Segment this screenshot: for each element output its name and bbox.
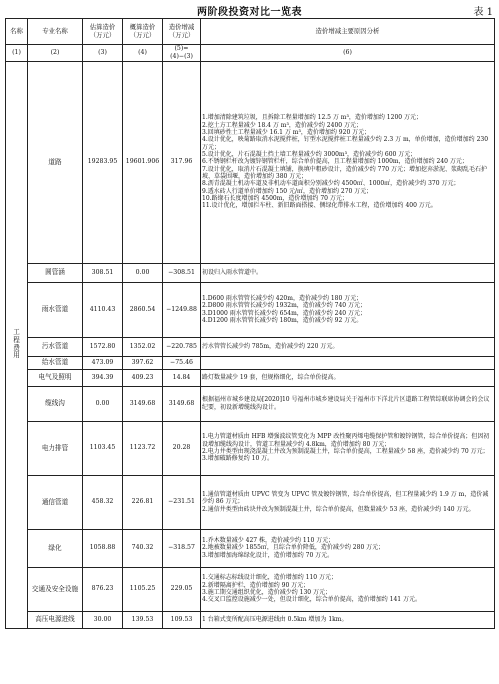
- reason-cell: [201, 356, 495, 369]
- estimate-cell: 4110.43: [83, 282, 123, 337]
- budget-cell: 226.81: [123, 475, 163, 529]
- budget-cell: 3149.68: [123, 386, 163, 421]
- estimate-cell: 458.32: [83, 475, 123, 529]
- index-cell: (5)=(4)−(3): [163, 45, 201, 62]
- specialty-cell: 污水管道: [28, 337, 83, 356]
- comparison-table: [5, 18, 495, 629]
- specialty-cell: 给水管道: [28, 356, 83, 369]
- index-cell: (1): [6, 45, 28, 62]
- reason-cell: 1.通信管道材质由 UPVC 管变为 UPVC 管及镀锌钢管，综合单价提高，但工程量减少约 1.9 万 m，造价减少约 86 万元； 2.通信井类型由砖块井改为预制混凝土井，综合单价提高，但数量减少 53 座，造价减少约 140 万元。: [201, 475, 495, 529]
- index-row: [6, 45, 495, 62]
- header-row: [6, 19, 495, 45]
- table-row: [6, 421, 495, 475]
- difference-cell: 3149.68: [163, 386, 201, 421]
- reason-cell: 1.增加清除建筑垃圾，且拆除工程量增加约 12.5 万 m³，造价增加约 1200 万元； 2.挖土方工程量减少 18.4 万 m³，造价减少约 2400 万元； 3.回填砂性土工程量减少 16.1 万 m³，造价增加约 920 万元； 4.设计优化，映菊路取消水泥搅拌桩，钉型水泥搅拌桩工程量减少约 2.3 万 m，单价增加，造价增加约 230 万元； 5.设计优化，片石混凝土挡土墙工程量减少约 3000m³，造价减少约 600 万元； 6.不锈钢栏杆改为镀锌钢管栏杆，综合单价提高，且工程量增加约 1000m，造价增加约 240 万元； 7.设计优化，取消片石混凝土填铺，换填中粗砂设计，造价减少约 770 万元；增加挖弃淤泥、浆砌乱毛石护坡、草袋围堰，造价增加约 380 万元； 8.沥青混凝土机动车道及非机动车道面积分别减少约 4500㎡、1000㎡，造价减少约 370 万元； 9.透水砖人行道单价增加约 150 元/㎡，造价增加约 270 万元； 10.路缘石长度增加约 4500m，造价增加约 70 万元； 11.设计优化，增加拦车柱、新旧路面搭接、侧绿化带排水工程，造价增加约 400 万元。: [201, 61, 495, 263]
- specialty-cell: 缆线沟: [28, 386, 83, 421]
- difference-cell: 14.84: [163, 369, 201, 386]
- table-body: [6, 61, 495, 628]
- table-number: 表 1: [473, 7, 493, 18]
- section-label: [6, 61, 28, 628]
- estimate-cell: 1103.45: [83, 421, 123, 475]
- estimate-cell: 1572.80: [83, 337, 123, 356]
- reason-cell: 1.交通标志标线设计细化，造价增加约 110 万元； 2.新增隔离护栏，造价增加约 90 万元； 3.施工期交通组织优化，造价减少约 130 万元； 4.交叉口监控设施减少一处，但设计细化，综合单价提高，造价增加约 141 万元。: [201, 567, 495, 611]
- specialty-cell: 通信管道: [28, 475, 83, 529]
- table-row: [6, 567, 495, 611]
- table-row: [6, 611, 495, 628]
- budget-cell: 1105.25: [123, 567, 163, 611]
- estimate-cell: 0.00: [83, 386, 123, 421]
- index-cell: (2): [28, 45, 83, 62]
- budget-cell: 397.62: [123, 356, 163, 369]
- index-cell: (4): [123, 45, 163, 62]
- reason-cell: 污水管管长减少约 785m，造价减少约 220 万元。: [201, 337, 495, 356]
- index-cell: (6): [201, 45, 495, 62]
- budget-cell: 2860.54: [123, 282, 163, 337]
- specialty-cell: 电气及照明: [28, 369, 83, 386]
- header-budget: 概算造价（万元）: [123, 19, 163, 45]
- estimate-cell: 876.23: [83, 567, 123, 611]
- estimate-cell: 473.09: [83, 356, 123, 369]
- index-cell: (3): [83, 45, 123, 62]
- table-row: [6, 475, 495, 529]
- specialty-cell: 道路: [28, 61, 83, 263]
- difference-cell: 109.53: [163, 611, 201, 628]
- estimate-cell: 30.00: [83, 611, 123, 628]
- table-row: [6, 282, 495, 337]
- table-row: [6, 356, 495, 369]
- reason-cell: 1.乔木数量减少 427 株，造价减少约 110 万元； 2.地被数量减少 1855㎡，且综合单价降低，造价减少约 280 万元； 3.增加增加海绵绿化设计，造价增加约 70 万元。: [201, 529, 495, 567]
- reason-cell: 1.电力管道材质由 HFB 增强波纹管变化为 MPP 改性聚丙烯电缆保护管和镀锌钢管，综合单价提高；但因初设增加缆线沟设计，管道工程量减少约 4.8km，造价增加约 80 万元； 2.电力井类型由现浇混凝土井改为预制混凝土井，综合单价提高，工程量减少 58 座，造价减少约 70 万元； 3.增加破路修复约 10 万。: [201, 421, 495, 475]
- header-reason: 造价增减主要原因分析: [201, 19, 495, 45]
- specialty-cell: 高压电源进线: [28, 611, 83, 628]
- budget-cell: 19601.906: [123, 61, 163, 263]
- header-estimate: 估算造价（万元）: [83, 19, 123, 45]
- section-label-text: 工程费用: [13, 328, 20, 360]
- difference-cell: 20.28: [163, 421, 201, 475]
- reason-cell: 根据福州市城乡建设局[2020]10 号福州市城乡建设局关于福州市下洋北片区道路工程管综联席协调会的会议纪要，初设新增缆线沟设计。: [201, 386, 495, 421]
- header-name: 名称: [6, 19, 28, 45]
- budget-cell: 0.00: [123, 263, 163, 282]
- specialty-cell: 电力排管: [28, 421, 83, 475]
- table-row: [6, 386, 495, 421]
- table-row: [6, 529, 495, 567]
- difference-cell: −318.57: [163, 529, 201, 567]
- reason-cell: 1.D600 雨水管管长减少约 420m，造价减少约 180 万元； 2.D800 雨水管管长减少约 1932m，造价减少约 740 万元； 3.D1000 雨水管管长减少约 654m，造价减少约 240 万元； 4.D1200 雨水管管长减少约 180m，造价减少约 92 万元。: [201, 282, 495, 337]
- budget-cell: 1352.02: [123, 337, 163, 356]
- specialty-cell: 交通及安全设施: [28, 567, 83, 611]
- budget-cell: 740.32: [123, 529, 163, 567]
- budget-cell: 1123.72: [123, 421, 163, 475]
- reason-cell: 1 台箱式变所配高压电源进线由 0.5km 增加为 1km。: [201, 611, 495, 628]
- estimate-cell: 308.51: [83, 263, 123, 282]
- specialty-cell: 绿化: [28, 529, 83, 567]
- header-difference: 造价增减（万元）: [163, 19, 201, 45]
- specialty-cell: 圆管涵: [28, 263, 83, 282]
- budget-cell: 139.53: [123, 611, 163, 628]
- table-row: [6, 263, 495, 282]
- difference-cell: −75.46: [163, 356, 201, 369]
- estimate-cell: 394.39: [83, 369, 123, 386]
- difference-cell: −231.51: [163, 475, 201, 529]
- table-row: [6, 369, 495, 386]
- reason-cell: 路灯数量减少 19 套，但规格细化，综合单价提高。: [201, 369, 495, 386]
- estimate-cell: 19283.95: [83, 61, 123, 263]
- difference-cell: 317.96: [163, 61, 201, 263]
- difference-cell: −220.785: [163, 337, 201, 356]
- budget-cell: 409.23: [123, 369, 163, 386]
- specialty-cell: 雨水管道: [28, 282, 83, 337]
- difference-cell: −308.51: [163, 263, 201, 282]
- table-title: 两阶段投资对比一览表: [197, 7, 302, 18]
- table-row: [6, 61, 495, 263]
- header-specialty: 专业名称: [28, 19, 83, 45]
- estimate-cell: 1058.88: [83, 529, 123, 567]
- difference-cell: −1249.88: [163, 282, 201, 337]
- table-row: [6, 337, 495, 356]
- difference-cell: 229.05: [163, 567, 201, 611]
- reason-cell: 初设归入雨水管道中。: [201, 263, 495, 282]
